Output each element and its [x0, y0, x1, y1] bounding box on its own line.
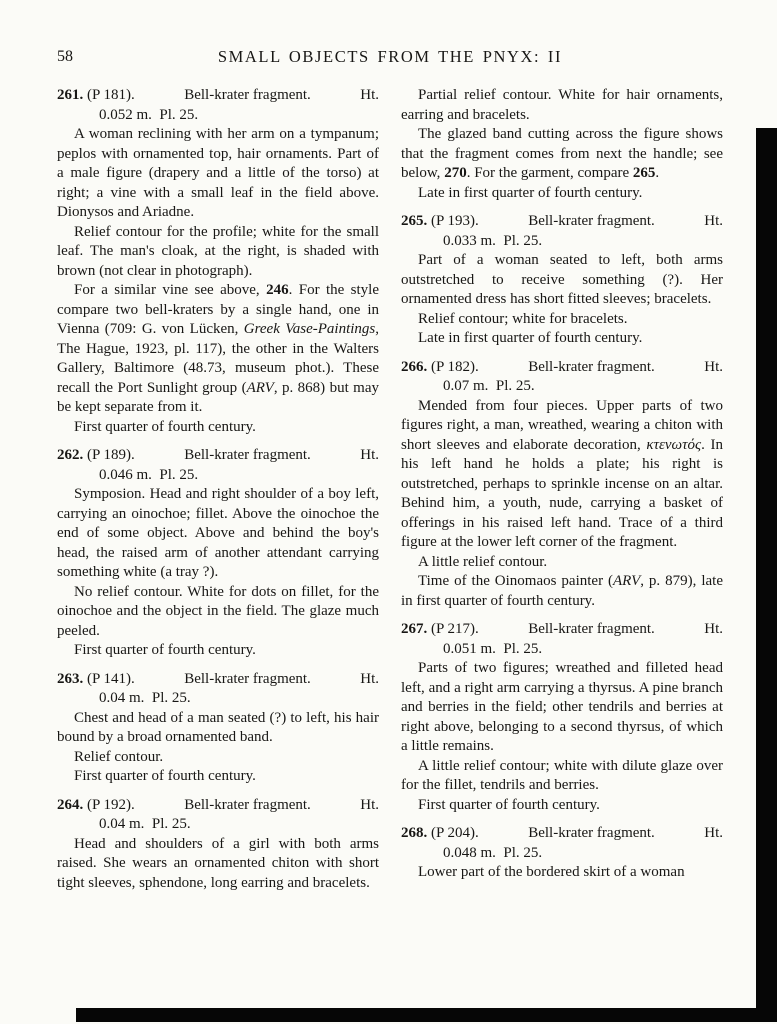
- entry-catalog-number: (P 182).: [431, 358, 479, 375]
- date-line: First quarter of fourth century.: [74, 418, 256, 435]
- entry-heading-266: [401, 358, 723, 397]
- date-line: Late in first quarter of fourth century.: [418, 184, 643, 201]
- text-run: The glazed band cutting across the figure shows that the fragment comes from next the handle; see below,: [401, 126, 723, 181]
- entry-number: 268.: [401, 825, 428, 841]
- entry-number: 262.: [57, 447, 84, 463]
- text-run: 246: [266, 282, 289, 298]
- entry-heading-268: [401, 824, 723, 863]
- paragraph: [401, 125, 723, 184]
- scan-artifact-right-edge: [756, 128, 777, 1009]
- date-line: First quarter of fourth century.: [74, 642, 256, 658]
- greek-text-run: κτενωτός: [646, 436, 702, 453]
- entry-number: 265.: [401, 213, 428, 229]
- text-run: 270: [444, 165, 467, 181]
- entry-type: Bell-krater fragment.: [184, 447, 311, 463]
- entry-type: Bell-krater fragment.: [184, 670, 311, 687]
- entry-height-label: Ht.: [360, 670, 379, 687]
- text-run: , p. 868) but may be kept separate from it.: [57, 379, 379, 415]
- paragraph: A little relief contour; white with dilute glaze over for the fillet, tendrils and berries.: [401, 757, 723, 793]
- entry-height-label: Ht.: [360, 447, 379, 463]
- entry-catalog-number: (P 193).: [431, 213, 479, 229]
- paragraph: Part of a woman seated to left, both arms outstretched to receive something (?). Her ornamented dress has short fitted sleeves; bracelets.: [401, 252, 723, 307]
- paragraph: Relief contour.: [74, 748, 164, 765]
- paragraph: Relief contour; white for bracelets.: [418, 310, 628, 327]
- entry-number: 263.: [57, 670, 84, 687]
- entry-heading-267: [401, 620, 723, 659]
- text-run: ARV: [246, 379, 274, 396]
- paragraph: [57, 281, 379, 418]
- entry-heading-264: [57, 796, 379, 835]
- entry-height-label: Ht.: [704, 358, 723, 375]
- text-run: . For the style compare two bell-kraters by a single hand, one in Vienna (709: G. von Lücken,: [57, 282, 380, 337]
- entry-number: 261.: [57, 87, 84, 103]
- text-run: Mended from four pieces. Upper parts of two figures right, a man, wreathed, wearing a chiton with short sleeves and elaborate decoration,: [401, 397, 723, 453]
- page-title: SMALL OBJECTS FROM THE PNYX: II: [217, 47, 563, 66]
- entry-catalog-number: (P 192).: [87, 796, 135, 813]
- paragraph: Symposion. Head and right shoulder of a boy left, carrying an oinochoe; fillet. Above the oinochoe the end of some object. Above and behind the boy's head, the raised arm of another attendant carrying something white (a tray ?).: [57, 486, 379, 580]
- entry-heading-265: [401, 212, 723, 251]
- text-run: . In his left hand he holds a plate; his right is outstretched, perhaps to sprinkle incense on an altar. Behind him, a youth, nude, carrying a basket of offerings in his raised left hand. Trace of a third figure at the lower left corner of the fragment.: [401, 436, 723, 550]
- entry-measurements: 0.04 m. Pl. 25.: [99, 816, 191, 832]
- scan-artifact-bottom-edge: [76, 1008, 777, 1022]
- entry-measurements: 0.048 m. Pl. 25.: [443, 844, 543, 861]
- date-line: Late in first quarter of fourth century.: [418, 330, 643, 346]
- entry-height-label: Ht.: [360, 87, 379, 103]
- paragraph: Parts of two figures; wreathed and filleted head left, and a right arm carrying a thyrsus. A pine branch and berries in the field; other tendrils and berries at right above, belonging to a second thyrsus, of which a little remains.: [401, 660, 723, 754]
- entry-heading-261: [57, 86, 379, 125]
- entry-type: Bell-krater fragment.: [184, 87, 311, 103]
- text-run: Greek Vase-Paintings: [243, 321, 376, 337]
- text-run: Time of the Oinomaos painter (: [418, 573, 614, 589]
- paragraph: A woman reclining with her arm on a tympanum; peplos with ornamented top, hair ornaments. Part of a male figure (drapery and a little of the torso) at right; a vine with a small leaf in the field above. Dionysos and Ariadne.: [57, 126, 379, 220]
- paragraph: No relief contour. White for dots on fillet, for the oinochoe and the object in the field. The glaze much peeled.: [57, 583, 379, 639]
- paragraph: [401, 572, 723, 611]
- page-number: 58: [57, 48, 73, 65]
- paragraph: [401, 397, 723, 553]
- paragraph: A little relief contour.: [418, 553, 548, 570]
- entry-measurements: 0.04 m. Pl. 25.: [99, 690, 191, 706]
- text-run: For a similar vine see above,: [74, 282, 267, 298]
- entry-height-label: Ht.: [704, 825, 723, 841]
- entry-heading-262: [57, 446, 379, 485]
- left-column: [57, 86, 379, 893]
- entry-height-label: Ht.: [704, 213, 723, 229]
- paragraph: Head and shoulders of a girl with both arms raised. She wears an ornamented chiton with short tight sleeves, sphendone, long earring and bracelets.: [57, 835, 379, 891]
- two-column-text: [57, 86, 723, 893]
- entry-number: 266.: [401, 358, 428, 375]
- date-line: First quarter of fourth century.: [418, 796, 600, 813]
- text-run: 265: [632, 165, 656, 181]
- entry-measurements: 0.07 m. Pl. 25.: [443, 378, 535, 394]
- entry-height-label: Ht.: [360, 796, 379, 813]
- entry-number: 264.: [57, 796, 84, 813]
- paragraph: Partial relief contour. White for hair ornaments, earring and bracelets.: [401, 87, 723, 123]
- paragraph: Relief contour for the profile; white for the small leaf. The man's cloak, at the right, is shaded with brown (not clear in photograph).: [57, 223, 379, 279]
- entry-measurements: 0.051 m. Pl. 25.: [443, 640, 543, 657]
- date-line: First quarter of fourth century.: [74, 768, 256, 784]
- entry-number: 267.: [401, 621, 428, 637]
- entry-type: Bell-krater fragment.: [528, 213, 655, 229]
- text-run: , p. 879), late in first quarter of fourth century.: [401, 573, 723, 609]
- paragraph: Chest and head of a man seated (?) to left, his hair bound by a broad ornamented band.: [57, 709, 379, 745]
- entry-catalog-number: (P 189).: [87, 447, 135, 463]
- entry-measurements: 0.046 m. Pl. 25.: [99, 466, 199, 483]
- paragraph: Lower part of the bordered skirt of a woman: [418, 864, 685, 880]
- entry-measurements: 0.033 m. Pl. 25.: [443, 232, 543, 249]
- entry-catalog-number: (P 141).: [87, 670, 135, 687]
- entry-catalog-number: (P 181).: [87, 87, 135, 103]
- entry-type: Bell-krater fragment.: [528, 825, 655, 841]
- right-column: [401, 86, 723, 893]
- entry-type: Bell-krater fragment.: [528, 358, 655, 375]
- text-run: .: [655, 165, 660, 181]
- entry-measurements: 0.052 m. Pl. 25.: [99, 106, 199, 123]
- entry-type: Bell-krater fragment.: [528, 621, 655, 637]
- entry-heading-263: [57, 670, 379, 709]
- entry-height-label: Ht.: [704, 621, 723, 637]
- entry-catalog-number: (P 217).: [431, 621, 479, 637]
- entry-catalog-number: (P 204).: [431, 825, 479, 841]
- text-run: , The Hague, 1923, pl. 117), the other in the Walters Gallery, Baltimore (48.73, museum phot.). These recall the Port Sunlight group (: [57, 321, 379, 396]
- entry-type: Bell-krater fragment.: [184, 796, 311, 813]
- page-header: [57, 47, 723, 67]
- text-run: . For the garment, compare: [466, 165, 633, 181]
- text-run: ARV: [613, 573, 641, 589]
